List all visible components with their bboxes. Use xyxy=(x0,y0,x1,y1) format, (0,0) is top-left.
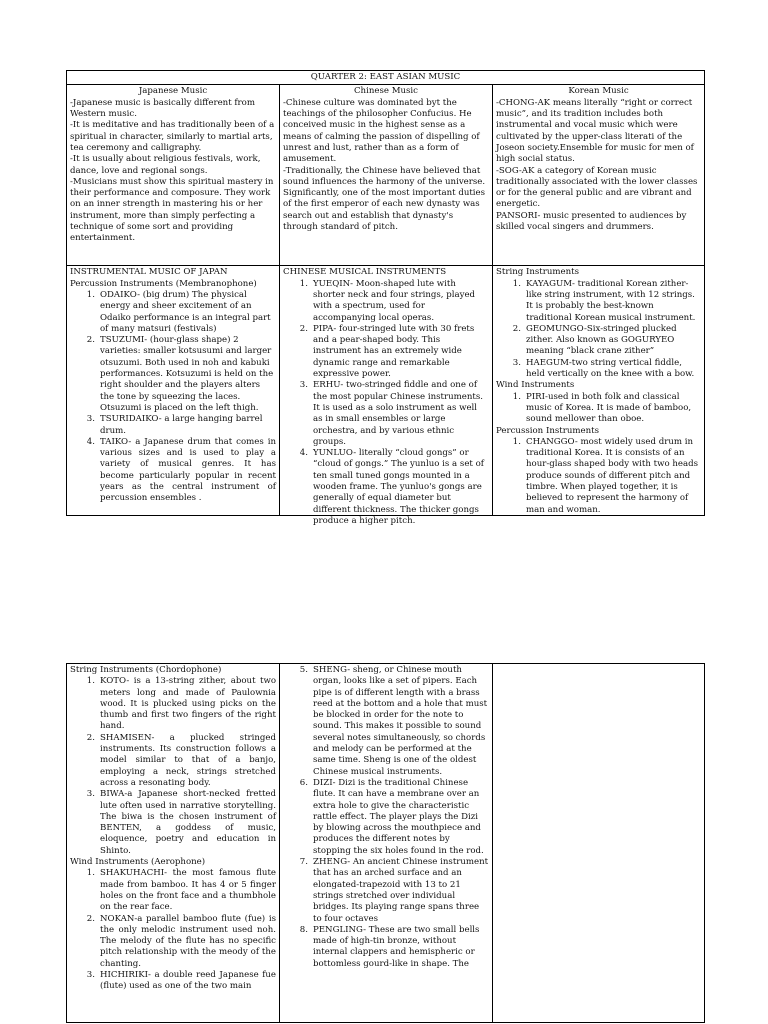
korean-percussion-heading: Percussion Instruments xyxy=(496,425,600,436)
korean-intro-line: PANSORI- music presented to audiences by skilled vocal singers and drummers. xyxy=(496,210,687,232)
korean-intro-line: -CHONG-AK means literally “right or correct music”, and its tradition includes both instrumental and vocal music which were cultivated by the upper-class literati of the Joseon society.Ensemble for music for men of high social status. xyxy=(496,97,694,165)
korean-instruments-cell xyxy=(493,266,705,516)
list-item: 2. NOKAN-a parallel bamboo flute (fue) is the only melodic instrument used noh. The melody of the flute has no specific pitch relationship with the meody of the chanting. xyxy=(86,913,276,969)
list-item: 3. ERHU- two-stringed fiddle and one of the most popular Chinese instruments. It is used as a solo instrument as well as in small ensembles or large orchestra, and by various ethnic groups. xyxy=(299,380,484,447)
list-item: 3. TSURIDAIKO- a large hanging barrel drum. xyxy=(86,414,263,436)
list-item: 8. PENGLING- These are two small bells made of high-tin bronze, without internal clappers and hemispheric or bottomless gourd-like in shape. The xyxy=(299,924,480,969)
chinese-instruments-cell xyxy=(280,266,493,526)
chinese-instruments-list-continued xyxy=(283,665,489,970)
japanese-percussion-list xyxy=(70,290,276,505)
page-2-table-block xyxy=(66,663,704,1024)
korean-continued-cell xyxy=(493,664,705,1023)
list-item: 2. GEOMUNGO-Six-stringed plucked zither. Also known as GOGURYEO meaning “black crane zither” xyxy=(512,323,677,357)
list-item: 7. ZHENG- An ancient Chinese instrument that has an arched surface and an elongated-trapezoid with 13 to 21 strings stretched over individual bridges. Its playing range spans three to four octaves xyxy=(299,857,489,924)
chinese-intro-line: -Traditionally, the Chinese have believed that sound influences the harmony of the universe. Significantly, one of the most important duties of the first emperor of each new dynasty was search out and establish that dynasty's through standard of pitch. xyxy=(283,165,486,232)
korean-string-list xyxy=(496,279,701,381)
japanese-string-heading: String Instruments (Chordophone) xyxy=(70,665,222,675)
japanese-intro-line: -Japanese music is basically different from Western music. xyxy=(70,97,255,120)
japanese-continued-cell xyxy=(67,664,280,1023)
list-item: 3. BIWA-a Japanese short-necked fretted lute often used in narrative storytelling. The biwa is the chosen instrument of BENTEN, a goddess of music, eloquence, poetry and education in Shinto. xyxy=(86,789,276,856)
list-item: 1. KAYAGUM- traditional Korean zither-like string instrument, with 12 strings. It is probably the best-known traditional Korean musical instrument. xyxy=(512,278,696,323)
chinese-music-heading: Chinese Music xyxy=(353,86,418,97)
list-item: 2. TSUZUMI- (hour-glass shape) 2 varieties: smaller kotsusumi and larger otsuzumi. Both used in noh and kabuki performances. Kotsuzumi is held on the right shoulder and the players alters the tone by squeezing the laces. Otsuzumi is placed on the left thigh. xyxy=(86,335,274,413)
chinese-intro-line: -Chinese culture was dominated byt the teachings of the philosopher Confucius. He conceived music in the highest sense as a means of calming the passion of dispelling of unrest and lust, rather than as a form of amusement. xyxy=(283,97,480,165)
japanese-instruments-cell xyxy=(67,266,280,516)
japanese-intro-line: -It is meditative and has traditionally been of a spiritual in character, similarly to martial arts, tea ceremony and calligraphy. xyxy=(70,120,275,153)
list-item: 1. KOTO- is a 13-string zither, about two meters long and made of Paulownia wood. It is plucked using picks on the thumb and first two fingers of the right hand. xyxy=(86,676,276,732)
music-table-page-2 xyxy=(66,663,705,1023)
korean-string-heading: String Instruments xyxy=(496,267,580,278)
music-table-page-1 xyxy=(66,70,705,526)
list-item: 4. YUNLUO- literally “cloud gongs” or “cloud of gongs.” The yunluo is a set of ten small tuned gongs mounted in a wooden frame. The yunluo's gongs are generally of equal diameter but different thickness. The thicker gongs produce a higher pitch. xyxy=(299,448,484,526)
list-item: 6. DIZI- Dizi is the traditional Chinese flute. It can have a membrane over an extra hole to give the characteristic rattle effect. The player plays the Dizi by blowing across the mouthpiece and produces the different notes by stopping the six holes found in the rod. xyxy=(299,777,484,856)
list-item: 3. HICHIRIKI- a double reed Japanese fue (flute) used as one of the two main xyxy=(86,970,276,992)
japanese-intro-line: -Musicians must show this spiritual mastery in their performance and composure. They work on an inner strength in mastering his or her instrument, more than simply perfecting a technique of some sort and providing entertainment. xyxy=(70,176,274,244)
chinese-music-cell xyxy=(280,85,493,266)
japanese-instruments-title: INSTRUMENTAL MUSIC OF JAPAN xyxy=(70,267,228,278)
list-item: 3. HAEGUM-two string vertical fiddle, held vertically on the knee with a bow. xyxy=(512,357,695,380)
list-item: 1. SHAKUHACHI- the most famous flute made from bamboo. It has 4 or 5 finger holes on the front face and a thumbhole on the rear face. xyxy=(86,868,276,913)
korean-percussion-list xyxy=(496,437,701,516)
chinese-instruments-title: CHINESE MUSICAL INSTRUMENTS xyxy=(283,267,447,278)
korean-music-cell xyxy=(493,85,705,266)
list-item: 1. YUEQIN- Moon-shaped lute with shorter neck and four strings, played with a spectrum, used for accompanying local operas. xyxy=(299,278,476,323)
list-item: 2. PIPA- four-stringed lute with 30 frets and a pear-shaped body. This instrument has an extremely wide dynamic range and remarkable expressive power. xyxy=(299,323,475,380)
japanese-music-heading: Japanese Music xyxy=(138,86,208,97)
list-item: 2. SHAMISEN- a plucked stringed instruments. Its construction follows a model similar to that of a banjo, employing a neck, strings stretched across a resonating body. xyxy=(86,732,276,788)
list-item: 1. PIRI-used in both folk and classical music of Korea. It is made of bamboo, sound mellower than oboe. xyxy=(512,391,692,425)
list-item: 5. SHENG- sheng, or Chinese mouth organ, looks like a set of pipers. Each pipe is of different length with a brass reed at the bottom and a hole that must be blocked in order for the note to sound. This makes it possible to sound several notes simultaneously, so chords and melody can be performed at the same time. Sheng is one of the oldest Chinese musical instruments. xyxy=(299,665,488,777)
list-item: 4. TAIKO- a Japanese drum that comes in various sizes and is used to play a variety of musical genres. It has become particularly popular in recent years as the central instrument of percussion ensembles . xyxy=(86,436,276,504)
japanese-string-list xyxy=(70,676,276,857)
korean-intro-line: -SOG-AK a category of Korean music traditionally associated with the lower classes or for the general public and are vibrant and energetic. xyxy=(496,165,698,210)
korean-music-heading: Korean Music xyxy=(568,86,629,97)
list-item: 1. CHANGGO- most widely used drum in traditional Korea. It is consists of an hour-glass shaped body with two heads produce sounds of different pitch and timbre. When played together, it is believed to represent the harmony of man and woman. xyxy=(512,436,699,515)
page-1-table-block xyxy=(66,70,704,526)
japanese-wind-heading: Wind Instruments (Aerophone) xyxy=(70,857,206,868)
japanese-intro-line: -It is usually about religious festivals, work, dance, love and regional songs. xyxy=(70,154,261,176)
korean-wind-list xyxy=(496,392,701,426)
chinese-continued-cell xyxy=(280,664,493,1023)
japanese-wind-list xyxy=(70,868,276,992)
japanese-percussion-heading: Percussion Instruments (Membranophone) xyxy=(70,278,257,289)
chinese-instruments-list xyxy=(283,279,489,528)
table-title: QUARTER 2: EAST ASIAN MUSIC xyxy=(67,71,705,85)
korean-wind-heading: Wind Instruments xyxy=(496,380,575,391)
list-item: 1. ODAIKO- (big drum) The physical energy and sheer excitement of an Odaiko performance is an integral part of many matsuri (festivals) xyxy=(86,289,271,334)
japanese-music-cell xyxy=(67,85,280,266)
